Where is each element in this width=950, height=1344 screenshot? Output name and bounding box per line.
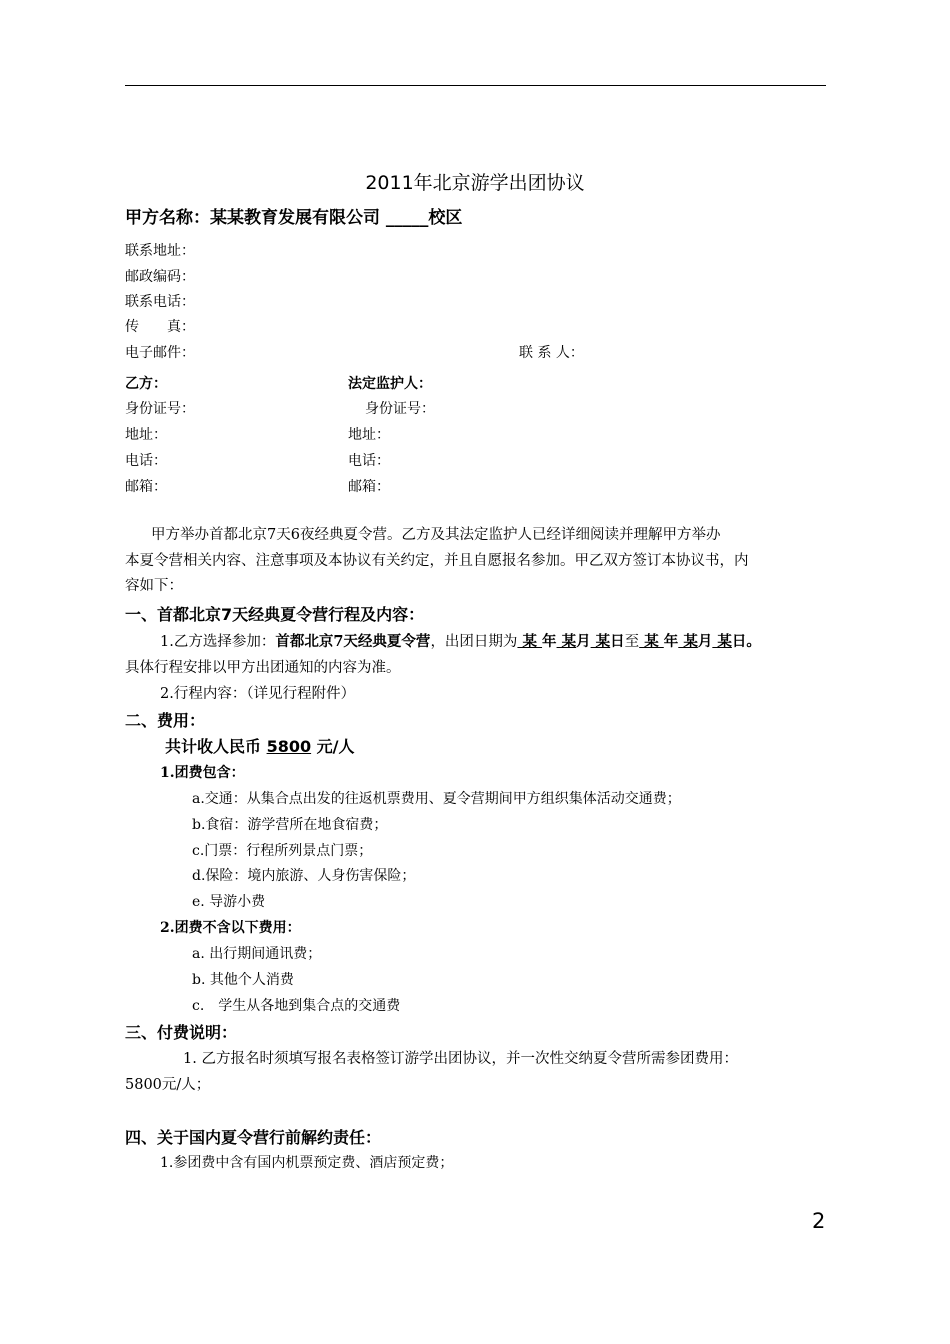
fee-includes-b: b.食宿：游学营所在地食宿费； — [192, 817, 388, 833]
fee-excludes-a: a. 出行期间通讯费； — [192, 946, 322, 962]
guardian-phone: 电话： — [348, 453, 390, 469]
fee-includes-d: d.保险：境内旅游、人身伤害保险； — [192, 868, 416, 884]
section-1-heading: 一、首都北京7天经典夏令营行程及内容： — [125, 605, 425, 624]
fee-excludes-heading: 2.团费不含以下费用： — [160, 920, 301, 936]
departure-label: ，出团日期为 — [430, 634, 518, 650]
intro-line-3: 容如下： — [125, 578, 183, 594]
party-a-phone: 联系电话： — [125, 294, 195, 310]
party-b-label: 乙方： — [125, 376, 167, 392]
fee-includes-a: a.交通：从集合点出发的往返机票费用、夏令营期间甲方组织集体活动交通费； — [192, 791, 681, 807]
page-number: 2 — [812, 1209, 826, 1233]
year-char-2: 年 — [663, 633, 679, 650]
end-day: 某 — [712, 633, 732, 650]
guardian-id: 身份证号： — [365, 401, 435, 417]
total-fee-unit: 元/人 — [311, 737, 355, 756]
party-a-line — [125, 210, 462, 227]
guardian-label: 法定监护人： — [348, 376, 432, 392]
fee-includes-heading: 1.团费包含： — [160, 765, 245, 781]
day-char: 日 — [610, 633, 625, 650]
intro-line-2: 本夏令营相关内容、注意事项及本协议有关约定，并且自愿报名参加。甲乙双方签订本协议书，内 — [125, 553, 749, 569]
party-a-label: 甲方名称： — [125, 208, 210, 228]
start-day: 某 — [590, 633, 611, 650]
camp-name: 首都北京7天经典夏令营 — [275, 633, 431, 650]
campus-label: 校区 — [428, 208, 463, 228]
party-a-address: 联系地址： — [125, 243, 195, 259]
start-month: 某 — [556, 633, 577, 650]
section-3-line-1: 1. 乙方报名时须填写报名表格签订游学出团协议，并一次性交纳夏令营所需参团费用： — [183, 1051, 738, 1067]
header-rule — [125, 85, 826, 86]
guardian-email: 邮箱： — [348, 479, 390, 495]
section-4-heading: 四、关于国内夏令营行前解约责任： — [125, 1128, 382, 1147]
fee-includes-c: c.门票：行程所列景点门票； — [192, 843, 373, 859]
end-year: 某 — [639, 633, 664, 650]
total-fee-label: 共计收人民币 — [165, 737, 267, 756]
section-1-item-1-line-2: 具体行程安排以甲方出团通知的内容为准。 — [125, 660, 401, 676]
campus-blank: _____ — [385, 208, 429, 228]
day-char-2: 日。 — [731, 633, 761, 650]
section-1-item-1 — [160, 635, 761, 650]
party-a-fax: 传 真： — [125, 319, 195, 335]
month-char-2: 月 — [697, 633, 713, 650]
party-b-email: 邮箱： — [125, 479, 167, 495]
section-2-heading: 二、费用： — [125, 711, 206, 730]
total-fee-amount: 5800 — [266, 737, 312, 756]
party-a-postcode: 邮政编码： — [125, 269, 195, 285]
fee-includes-e: e. 导游小费 — [192, 894, 266, 910]
item-1-label: 1.乙方选择参加： — [160, 634, 276, 650]
total-fee — [165, 739, 355, 755]
document-title: 2011年北京游学出团协议 — [365, 172, 585, 194]
party-a-name: 某某教育发展有限公司 — [210, 208, 386, 228]
end-month: 某 — [678, 633, 698, 650]
party-b-phone: 电话： — [125, 453, 167, 469]
section-3-heading: 三、付费说明： — [125, 1023, 238, 1042]
start-year: 某 — [517, 633, 543, 650]
intro-line-1: 甲方举办首都北京7天6夜经典夏令营。乙方及其法定监护人已经详细阅读并理解甲方举办 — [151, 527, 721, 543]
party-a-contact: 联 系 人： — [519, 345, 584, 361]
fee-excludes-b: b. 其他个人消费 — [192, 972, 294, 988]
section-1-item-2: 2.行程内容：（详见行程附件） — [160, 686, 356, 702]
year-char: 年 — [542, 633, 557, 650]
guardian-address: 地址： — [348, 427, 390, 443]
month-char: 月 — [576, 633, 591, 650]
party-b-id: 身份证号： — [125, 401, 195, 417]
party-b-address: 地址： — [125, 427, 167, 443]
section-3-line-2: 5800元/人； — [125, 1077, 211, 1093]
party-a-email: 电子邮件： — [125, 345, 195, 361]
fee-excludes-c: c. 学生从各地到集合点的交通费 — [192, 998, 401, 1014]
section-4-item-1: 1.参团费中含有国内机票预定费、酒店预定费； — [160, 1155, 454, 1171]
to-char: 至 — [624, 634, 640, 650]
